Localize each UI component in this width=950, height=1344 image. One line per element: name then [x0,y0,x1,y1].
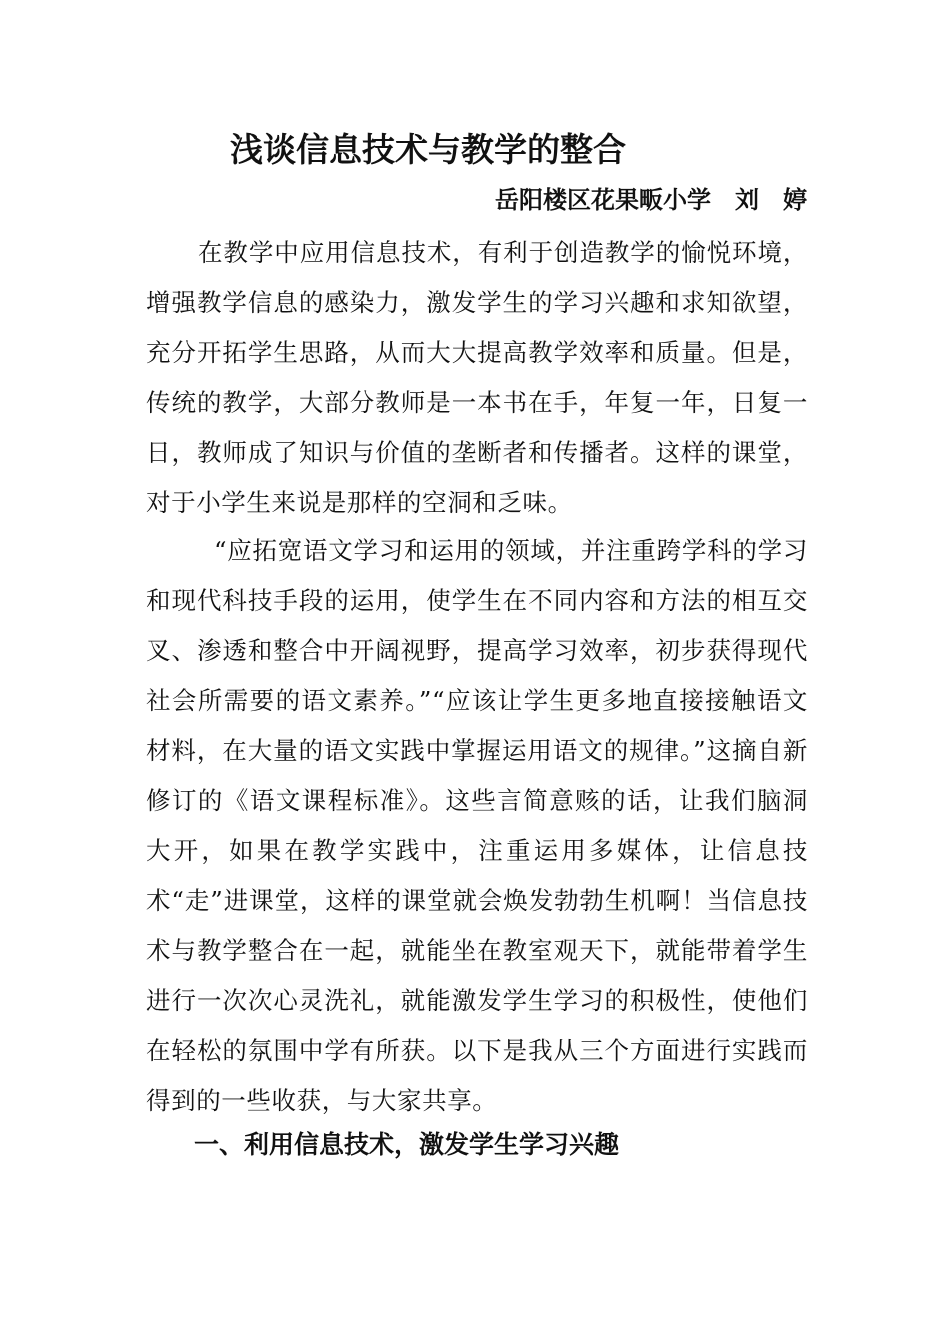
author-line: 岳阳楼区花果畈小学 刘 婷 [495,185,807,214]
section-heading: 一、利用信息技术，激发学生学习兴趣 [194,1130,620,1159]
document-title: 浅谈信息技术与教学的整合 [230,130,626,169]
paragraph-2: “应拓宽语文学习和运用的领域，并注重跨学科的学习和现代科技手段的运用，使学生在不同内容和方法的相互交叉、渗透和整合中开阔视野，提高学习效率，初步获得现代社会所需要的语文素养。”“应该让学生更多地直接接触语文材料，在大量的语文实践中掌握运用语文的规律。”这摘自新修订的《语文课程标准》。这些言简意赅的话，让我们脑洞大开，如果在教学实践中，注重运用多媒体，让信息技术“走”进课堂，这样的课堂就会焕发勃勃生机啊！当信息技术与教学整合在一起，就能坐在教室观天下，就能带着学生进行一次次心灵洗礼，就能激发学生学习的积极性，使他们在轻松的氛围中学有所获。以下是我从三个方面进行实践而得到的一些收获，与大家共享。 [146,536,808,1115]
paragraph-1: 在教学中应用信息技术，有利于创造教学的愉悦环境，增强教学信息的感染力，激发学生的学习兴趣和求知欲望，充分开拓学生思路，从而大大提高教学效率和质量。但是，传统的教学，大部分教师是一本书在手，年复一年，日复一日，教师成了知识与价值的垄断者和传播者。这样的课堂，对于小学生来说是那样的空洞和乏味。 [146,238,808,517]
